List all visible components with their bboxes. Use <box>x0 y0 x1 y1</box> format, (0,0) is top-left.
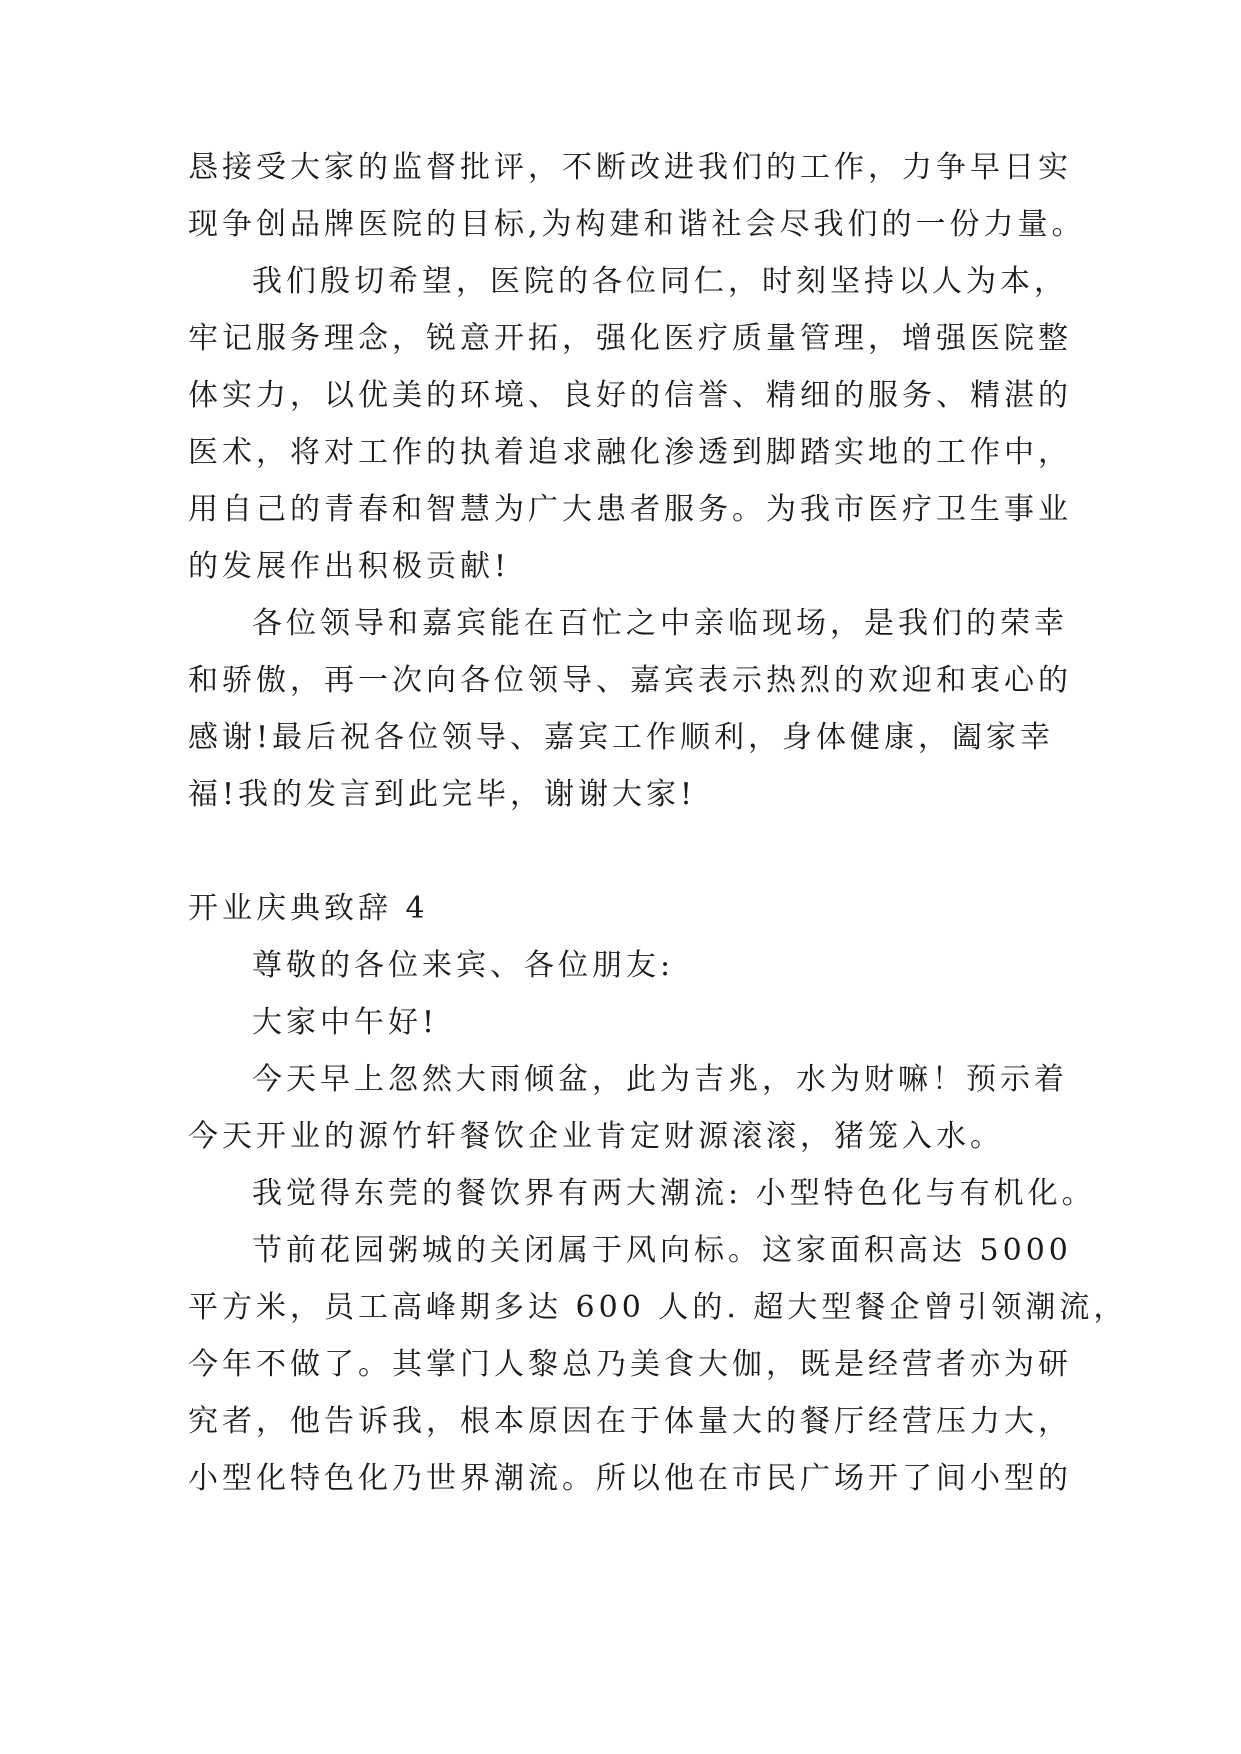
paragraph-4-line-1: 今天早上忽然大雨倾盆，此为吉兆，水为财嘛！预示着 <box>252 1062 1068 1097</box>
paragraph-6-line-4: 究者，他告诉我，根本原因在于体量大的餐厅经营压力大， <box>188 1404 1072 1439</box>
section-title: 开业庆典致辞 4 <box>188 891 429 926</box>
salutation: 尊敬的各位来宾、各位朋友: <box>252 948 675 983</box>
paragraph-6-line-2: 平方米，员工高峰期多达 600 人的. 超大型餐企曾引领潮流， <box>188 1290 1128 1325</box>
paragraph-3-line-3: 感谢!最后祝各位领导、嘉宾工作顺利，身体健康，阖家幸 <box>188 720 1055 755</box>
paragraph-2-line-1: 我们殷切希望，医院的各位同仁，时刻坚持以人为本， <box>252 264 1068 299</box>
paragraph-3-line-2: 和骄傲，再一次向各位领导、嘉宾表示热烈的欢迎和衷心的 <box>188 663 1072 698</box>
paragraph-3-line-1: 各位领导和嘉宾能在百忙之中亲临现场，是我们的荣幸 <box>252 606 1068 641</box>
paragraph-2-line-5: 用自己的青春和智慧为广大患者服务。为我市医疗卫生事业 <box>188 492 1072 527</box>
paragraph-2-line-4: 医术，将对工作的执着追求融化渗透到脚踏实地的工作中， <box>188 435 1072 470</box>
paragraph-4-line-2: 今天开业的源竹轩餐饮企业肯定财源滚滚，猪笼入水。 <box>188 1119 1004 1154</box>
paragraph-1-line-1: 恳接受大家的监督批评，不断改进我们的工作，力争早日实 <box>188 150 1072 185</box>
greeting: 大家中午好! <box>252 1005 439 1040</box>
paragraph-6-line-1: 节前花园粥城的关闭属于风向标。这家面积高达 5000 <box>252 1233 1072 1268</box>
paragraph-6-line-3: 今年不做了。其掌门人黎总乃美食大伽，既是经营者亦为研 <box>188 1347 1072 1382</box>
paragraph-2-line-2: 牢记服务理念，锐意开拓，强化医疗质量管理，增强医院整 <box>188 321 1072 356</box>
paragraph-6-line-5: 小型化特色化乃世界潮流。所以他在市民广场开了间小型的 <box>188 1461 1072 1496</box>
paragraph-3-line-4: 福!我的发言到此完毕，谢谢大家! <box>188 777 697 812</box>
paragraph-2-line-3: 体实力，以优美的环境、良好的信誉、精细的服务、精湛的 <box>188 378 1072 413</box>
paragraph-1-line-2: 现争创品牌医院的目标,为构建和谐社会尽我们的一份力量。 <box>188 207 1086 242</box>
paragraph-5-line-1: 我觉得东莞的餐饮界有两大潮流: 小型特色化与有机化。 <box>252 1176 1096 1211</box>
paragraph-2-line-6: 的发展作出积极贡献! <box>188 549 511 584</box>
